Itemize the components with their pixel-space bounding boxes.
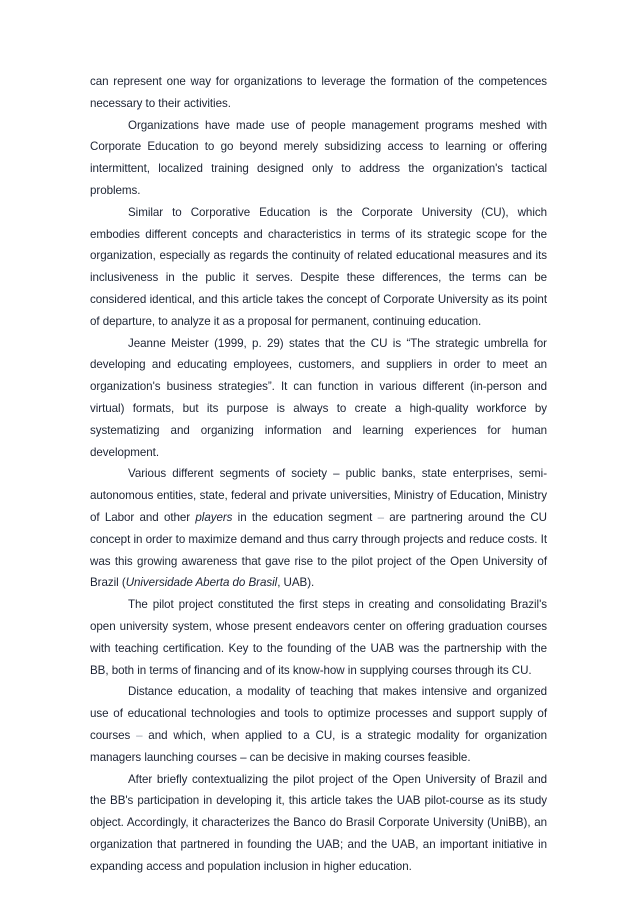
paragraph-text: After briefly contextualizing the pilot project of the Open University of Brazil and the BB's participation in developing it, this article takes the UAB pilot-course as its study object. Accordingly, it characterizes the Banco do Brasil Corporate University (UniBB), an organization that partnered in founding the UAB; and the UAB, an important initiative in expanding access and population inclusion in higher education. bbox=[90, 772, 547, 873]
paragraph-text: Similar to Corporative Education is the Corporate University (CU), which embodies different concepts and characteristics in terms of its strategic scope for the organization, especially as regards the continuity of related educational measures and its inclusiveness in the public it serves. Despite these differences, the terms can be considered identical, and this article takes the concept of Corporate University as its point of departure, to analyze it as a proposal for permanent, continuing education. bbox=[90, 205, 547, 328]
paragraph-text: – bbox=[136, 728, 143, 742]
paragraph bbox=[90, 769, 547, 878]
paragraph-text: – bbox=[377, 510, 384, 524]
paragraph-text: in the education segment bbox=[232, 510, 378, 524]
paragraph-text: Jeanne Meister (1999, p. 29) states that the CU is “The strategic umbrella for developing and educating employees, customers, and suppliers in order to meet an organization's business strategies”. It can function in various different (in-person and virtual) formats, but its purpose is always to create a high-quality workforce by systematizing and organizing information and learning experiences for human development. bbox=[90, 336, 547, 459]
paragraph-text: , UAB). bbox=[277, 576, 315, 590]
paragraph bbox=[90, 71, 547, 115]
paragraph bbox=[90, 202, 547, 333]
italic-text: Universidade Aberta do Brasil bbox=[125, 576, 278, 590]
paragraph-text: Various different segments of society – public banks, state enterprises, semi-autonomous entities, state, federal and private universities, Ministry of Education, Ministry of Labor and other bbox=[90, 467, 547, 524]
paragraph bbox=[90, 463, 547, 594]
paragraph bbox=[90, 333, 547, 464]
paragraph-text: The pilot project constituted the first steps in creating and consolidating Brazil's open university system, whose present endeavors center on offering graduation courses with teaching certification. Key to the founding of the UAB was the partnership with the BB, both in terms of financing and of its know-how in supplying courses through its CU. bbox=[90, 598, 547, 677]
paragraph bbox=[90, 594, 547, 681]
paragraph-text: Distance education, a modality of teaching that makes intensive and organized use of educational technologies and tools to optimize processes and support supply of courses bbox=[90, 685, 547, 742]
paragraph bbox=[90, 115, 547, 202]
body-text bbox=[90, 71, 547, 877]
italic-text: players bbox=[195, 510, 233, 524]
paragraph-text: Organizations have made use of people management programs meshed with Corporate Education to go beyond merely subsidizing access to learning or offering intermittent, localized training designed only to address the organization's tactical problems. bbox=[90, 118, 547, 197]
paragraph bbox=[90, 681, 547, 768]
paragraph-text: and which, when applied to a CU, is a strategic modality for organization managers launching courses – can be decisive in making courses feasible. bbox=[90, 728, 548, 764]
paragraph-text: are partnering around the CU concept in order to maximize demand and thus carry through projects and reduce costs. It was this growing awareness that gave rise to the pilot project of the Open University of Brazil ( bbox=[90, 510, 547, 590]
paragraph-text: can represent one way for organizations to leverage the formation of the competences necessary to their activities. bbox=[90, 75, 547, 110]
